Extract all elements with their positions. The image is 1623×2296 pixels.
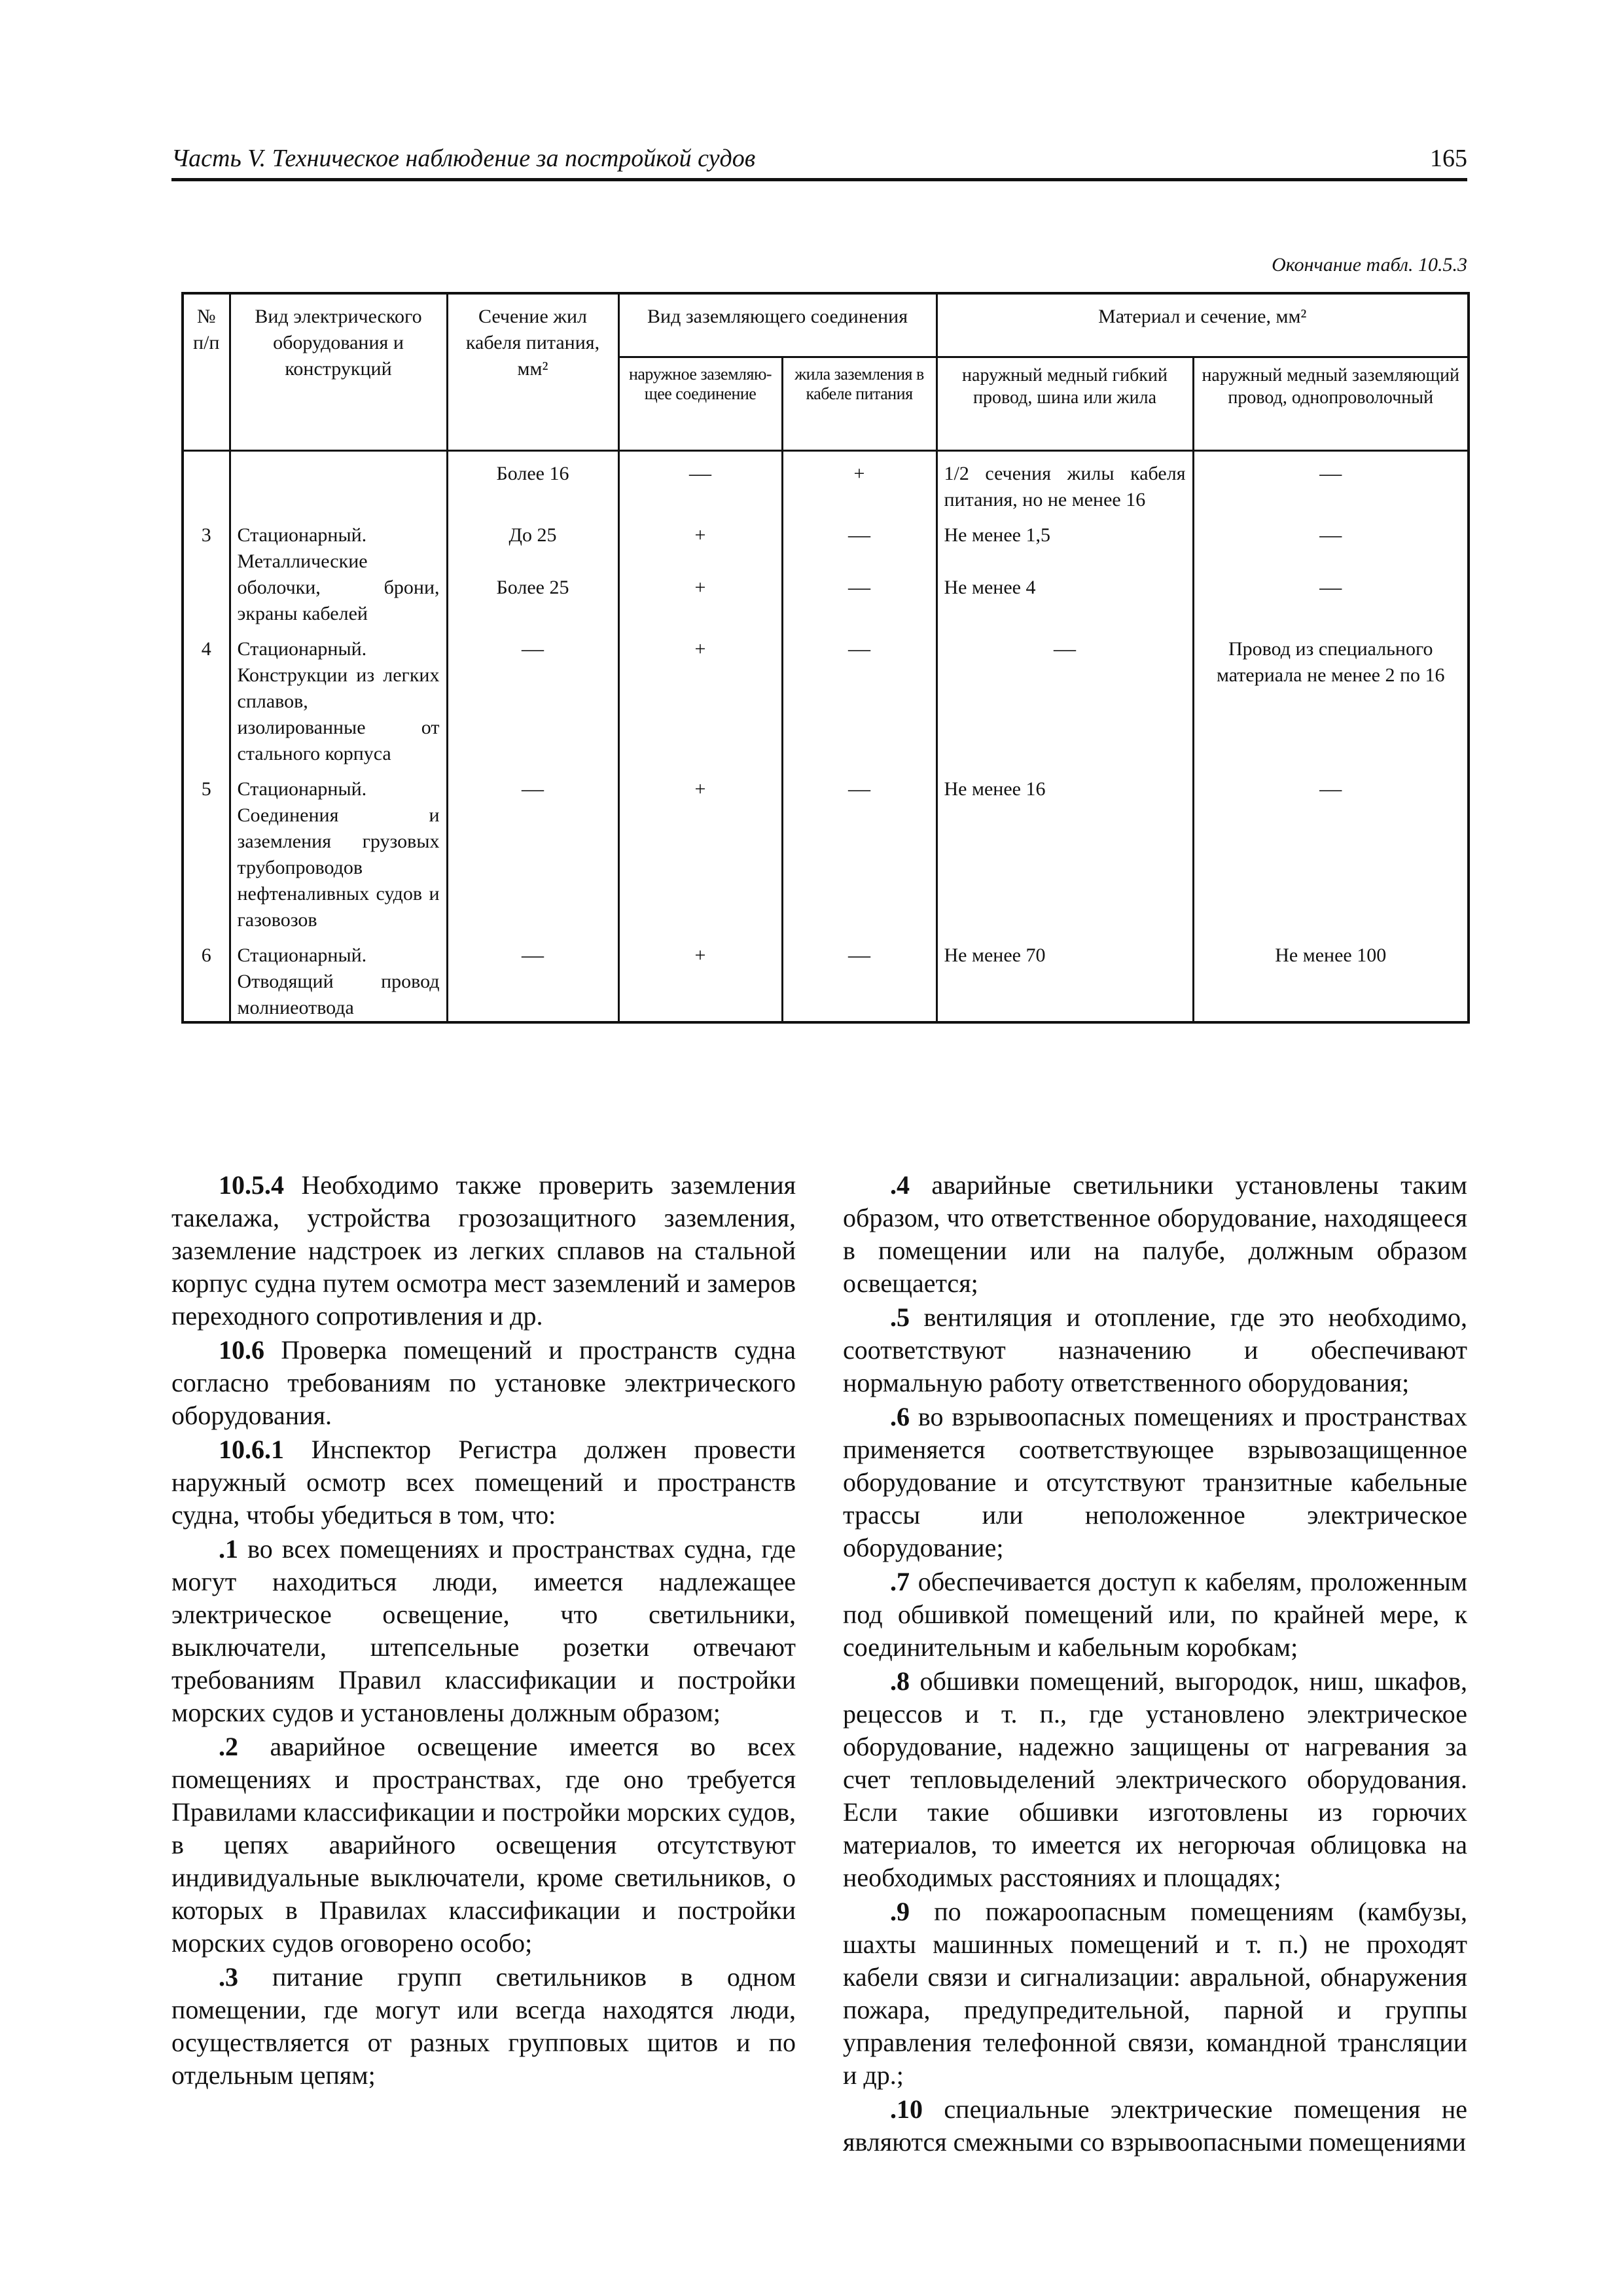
table-row (183, 767, 1469, 933)
paragraph (843, 1895, 1467, 2092)
cell-flexible: Не менее 70 (936, 933, 1193, 1022)
cell-section: — (447, 933, 618, 1022)
cell-num (183, 451, 230, 514)
paragraph (843, 1169, 1467, 1300)
cell-equipment: Стационарный. Соединения и заземления грузовых трубопроводов нефтеналивных судов и газовозов (230, 767, 447, 933)
cell-core: — (782, 627, 936, 767)
cell-single (1193, 513, 1469, 627)
paragraph-number: .10 (890, 2094, 923, 2124)
paragraph-number: 10.6 (219, 1335, 264, 1365)
core-value: — (848, 523, 870, 547)
cell-flexible: — (936, 627, 1193, 767)
paragraph (171, 1169, 796, 1333)
paragraph-number: .8 (890, 1666, 910, 1696)
paragraph (171, 1731, 796, 1960)
flexible-value: Не менее 1,5 (944, 524, 1050, 546)
cell-flexible: 1/2 сечения жилы кабеля питания, но не менее 16 (936, 451, 1193, 514)
cell-external: + (618, 933, 782, 1022)
paragraph (843, 1401, 1467, 1564)
paragraph-number: .6 (890, 1402, 910, 1431)
paragraph-number: .9 (890, 1897, 910, 1926)
cell-flexible (936, 513, 1193, 627)
paragraph (843, 1301, 1467, 1399)
flexible-value: Не менее 4 (944, 577, 1036, 598)
paragraph (171, 1433, 796, 1532)
header-single-wire: наружный медный заземляющий провод, однопроволочный (1193, 357, 1469, 451)
paragraph-number: .7 (890, 1567, 910, 1596)
paragraph-text: специальные электрические помещения не являются смежными со взрывоопасными помещениями (843, 2094, 1467, 2157)
header-equipment: Вид электрического оборудования и конструкций (230, 293, 447, 451)
cell-num: 6 (183, 933, 230, 1022)
cell-section (447, 513, 618, 627)
cell-external: + (618, 767, 782, 933)
paragraph-number: 10.6.1 (219, 1435, 284, 1464)
paragraph (843, 1665, 1467, 1894)
core-value: — (848, 575, 870, 600)
cell-single: — (1193, 767, 1469, 933)
left-text-column (171, 1169, 796, 2093)
paragraph-number: .4 (890, 1170, 910, 1200)
paragraph-text: обшивки помещений, выгородок, ниш, шкафов, рецессов и т. п., где установлено электрическое оборудование, надежно защищены от нагревания за счет тепловыделений электрического оборудования. Если такие обшивки изготовлены из горючих материалов, то имеется их негорючая облицовка на необходимых расстояниях и площадях; (843, 1666, 1467, 1892)
paragraph-text: во всех помещениях и пространствах судна, где могут находиться люди, имеется надлежащее электрическое освещение, что светильники, выключатели, штепсельные розетки отвечают требованиям Правил классификации и постройки морских судов и установлены должным образом; (171, 1534, 796, 1727)
table-row (183, 451, 1469, 514)
header-cross-section: Сечение жил кабеля питания, мм² (447, 293, 618, 451)
paragraph (843, 2093, 1467, 2159)
cell-equipment: Стационарный. Конструкции из легких сплавов, изолированные от стального корпуса (230, 627, 447, 767)
cell-num: 4 (183, 627, 230, 767)
paragraph-text: обеспечивается доступ к кабелям, проложенным под обшивкой помещений или, по крайней мере, к соединительным и кабельным коробкам; (843, 1567, 1467, 1662)
paragraph-text: Инспектор Регистра должен провести наружный осмотр всех помещений и пространств судна, чтобы убедиться в том, что: (171, 1435, 796, 1530)
grounding-table (181, 292, 1470, 1024)
header-grounding-type: Вид заземляющего соединения (618, 293, 936, 357)
paragraph-number: .1 (219, 1534, 238, 1564)
header-external-ground: наружное заземляю-щее соединение (618, 357, 782, 451)
table-row (183, 933, 1469, 1022)
paragraph-number: 10.5.4 (219, 1170, 284, 1200)
paragraph-number: .2 (219, 1732, 238, 1761)
cell-single: Не менее 100 (1193, 933, 1469, 1022)
paragraph (171, 1533, 796, 1729)
cell-section: — (447, 767, 618, 933)
cell-core (782, 513, 936, 627)
external-value: + (694, 577, 706, 598)
paragraph-text: Необходимо также проверить заземления такелажа, устройства грозозащитного заземления, заземление надстроек из легких сплавов на стальной корпус судна путем осмотра мест заземлений и замеров переходного сопротивления и др. (171, 1170, 796, 1331)
right-text-column (843, 1169, 1467, 2160)
cell-single: — (1193, 451, 1469, 514)
cell-flexible: Не менее 16 (936, 767, 1193, 933)
cell-external (618, 513, 782, 627)
cell-external: — (618, 451, 782, 514)
header-flexible-wire: наружный медный гибкий провод, шина или жила (936, 357, 1193, 451)
cell-section: Более 16 (447, 451, 618, 514)
paragraph-text: аварийное освещение имеется во всех помещениях и пространствах, где оно требуется Правилами классификации и постройки морских судов, в цепях аварийного освещения отсутствуют индивидуальные выключатели, кроме светильников, о которых в Правилах классификации и постройки морских судов оговорено особо; (171, 1732, 796, 1958)
page-header (171, 144, 1467, 181)
section-value: Более 25 (496, 577, 569, 598)
header-cable-core: жила заземления в кабеле питания (782, 357, 936, 451)
cell-core: — (782, 933, 936, 1022)
cell-equipment (230, 451, 447, 514)
paragraph (843, 1566, 1467, 1664)
section-value: До 25 (508, 524, 557, 546)
single-value: — (1319, 575, 1342, 600)
single-value: — (1319, 523, 1342, 547)
cell-num: 3 (183, 513, 230, 627)
paragraph (171, 1334, 796, 1432)
cell-section: — (447, 627, 618, 767)
cell-num: 5 (183, 767, 230, 933)
table-row (183, 627, 1469, 767)
running-title: Часть V. Техническое наблюдение за постройкой судов (171, 145, 756, 172)
header-num: № п/п (183, 293, 230, 451)
external-value: + (694, 524, 706, 546)
paragraph-text: питание групп светильников в одном помещении, где могут или всегда находятся люди, осуществляется от разных групповых щитов и по отдельным цепям; (171, 1962, 796, 2090)
paragraph-number: .5 (890, 1302, 910, 1332)
cell-core: + (782, 451, 936, 514)
paragraph-text: аварийные светильники установлены таким образом, что ответственное оборудование, находящееся в помещении или на палубе, должным образом освещается; (843, 1170, 1467, 1298)
page-number: 165 (1430, 145, 1467, 172)
cell-equipment: Стационарный. Отводящий провод молниеотвода (230, 933, 447, 1022)
paragraph-number: .3 (219, 1962, 238, 1992)
paragraph-text: вентиляция и отопление, где это необходимо, соответствуют назначению и обеспечивают нормальную работу ответственного оборудования; (843, 1302, 1467, 1397)
paragraph-text: во взрывоопасных помещениях и пространствах применяется соответствующее взрывозащищенное оборудование и отсутствуют транзитные кабельные трассы или неположенное электрическое оборудование; (843, 1402, 1467, 1562)
paragraph (171, 1961, 796, 2092)
header-material: Материал и сечение, мм² (936, 293, 1469, 357)
cell-external: + (618, 627, 782, 767)
table-caption: Окончание табл. 10.5.3 (1272, 254, 1467, 276)
table-row (183, 513, 1469, 627)
cell-core: — (782, 767, 936, 933)
cell-single: Провод из специального материала не менее 2 по 16 (1193, 627, 1469, 767)
cell-equipment: Стационарный. Металлические оболочки, брони, экраны кабелей (230, 513, 447, 627)
paragraph-text: по пожароопасным помещениям (камбузы, шахты машинных помещений и т. п.) не проходят кабели связи и сигнализации: авральной, обнаружения пожара, предупредительной, парной и группы управления телефонной связи, командной трансляции и др.; (843, 1897, 1467, 2090)
paragraph-text: Проверка помещений и пространств судна согласно требованиям по установке электрического оборудования. (171, 1335, 796, 1430)
